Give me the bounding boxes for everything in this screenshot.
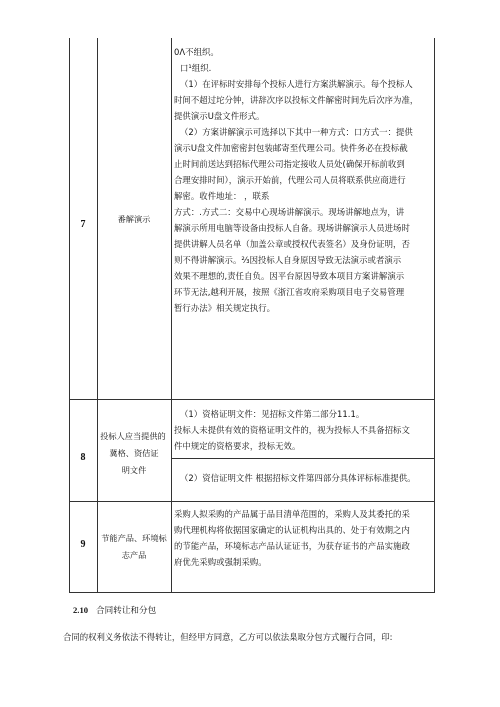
content-line: 效果不理想的,责任自负。因平台原因导致本项目方案讲解演示 xyxy=(174,271,405,281)
column-divider-2 xyxy=(171,38,172,592)
content-line: 则不得讲解演示。⅔因投标人自身原因导致无法演示或者演示 xyxy=(174,255,402,265)
row-number: 8 xyxy=(80,452,86,463)
content-line: 0Λ不组织。 xyxy=(174,47,219,57)
content-line: （1）资格证明文件：见招标文件第二部分11.1。 xyxy=(180,409,365,419)
content-line: 演示U盘文件加密密封包装邮寄至代理公司。快件务必在投标截 xyxy=(174,143,408,153)
section-heading xyxy=(73,604,156,616)
row-content xyxy=(174,506,410,570)
column-divider-1 xyxy=(97,38,98,592)
content-line: 投标人未提供有效的资格证明文件的，视为投标人不具备招标文 xyxy=(174,425,410,435)
row-content-credit xyxy=(174,470,416,486)
row-label: 投标人应当提供的 冀格、资佶证 明文件 xyxy=(100,431,166,475)
section-number: 2.10 xyxy=(73,605,89,615)
content-line: （2）方案讲解演示可选择以下其中一种方式：口方式一：提供 xyxy=(180,127,413,137)
table-border-bottom xyxy=(69,592,435,593)
content-line: 件中规定的资格要求，投标无效。 xyxy=(174,441,301,451)
row-divider-8-9 xyxy=(69,501,435,502)
content-line: （1）在评标时安排每个投标人进行方案洪解演示。每个投标人 xyxy=(180,79,413,89)
row-number: 7 xyxy=(80,219,86,230)
content-line: 的节能产品，环境标志产品认证证书，为获存证书的产品实施政 xyxy=(174,541,410,551)
content-line: 合理安排时间），演示开始前，代理公司人员将联系供应商进行 xyxy=(174,175,406,185)
content-line: 解演示所用电脑等设备由投标人自备。现场讲解演示人员进场时 xyxy=(174,223,410,233)
content-line: 解密。收件地址： ，联系 xyxy=(174,191,270,201)
content-line: 止时间前送达到招标代理公司指定接收人员处(确保开标前收到 xyxy=(174,159,405,169)
table-border-right xyxy=(434,38,435,592)
content-line: 购代理机构将依据国家确定的认证机构出具的、处于有效期之内 xyxy=(174,525,410,535)
content-line: 方式：.方式二：交易中心现场讲解演示。现场讲解地点为，讲 xyxy=(174,207,405,217)
content-line: 暂行办法》相关规定执行。 xyxy=(174,303,276,313)
content-line: 时间不超过坨分钟，讲辞次序以投标文件解密时间先后次序为准， xyxy=(174,95,419,105)
row-content xyxy=(174,44,418,316)
table-border-left xyxy=(69,38,70,592)
section-title: 合同转让和分包 xyxy=(96,606,157,616)
row-label: 节能产品、环境标 志产品 xyxy=(101,533,167,560)
content-line: 口¹组织. xyxy=(180,63,212,73)
row-divider-7-8 xyxy=(69,399,435,400)
content-line: （2）资信证明文件 根据招标文件第四部分具体评标标准提供。 xyxy=(180,473,416,483)
row-divider-8-sub xyxy=(171,458,435,459)
content-line: 府优先采购或强制采购。 xyxy=(174,557,267,567)
content-line: 采购人拟采购的产品属于品目清单范围的，采购人及其委托的采 xyxy=(174,509,410,519)
content-line: 环节无法,越利开展，按照《浙江省攻府采购项目电子交易管理 xyxy=(174,287,405,297)
row-number: 9 xyxy=(80,539,86,550)
content-line: 提供讲解人员名单（加盖公章或授权代表签名）及身份证明，否 xyxy=(174,239,410,249)
body-paragraph: 合同的权利义务依法不得转让，但经甲方同意，乙方可以依法臬取分包方式履行合同，印: xyxy=(63,632,393,642)
content-line: 提供演示U盘文件形式。 xyxy=(174,111,265,121)
row-label: 番解演示 xyxy=(117,214,151,224)
row-content-qualification xyxy=(174,406,410,454)
